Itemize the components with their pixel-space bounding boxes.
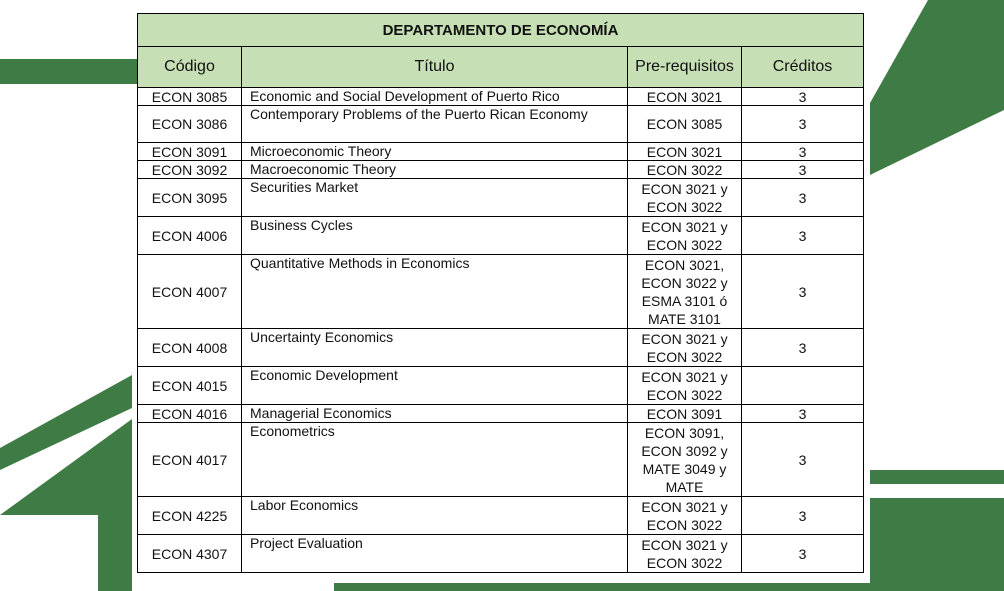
course-title: Microeconomic Theory [242,143,628,161]
course-prereq: ECON 3091, ECON 3092 y MATE 3049 y MATE [628,423,742,497]
course-code: ECON 4015 [138,367,242,405]
course-title: Contemporary Problems of the Puerto Rican Economy [242,106,628,143]
course-title: Business Cycles [242,217,628,255]
course-credits: 3 [742,405,864,423]
course-prereq: ECON 3021 y ECON 3022 [628,217,742,255]
course-title: Macroeconomic Theory [242,161,628,179]
course-title: Quantitative Methods in Economics [242,255,628,329]
department-title: DEPARTAMENTO DE ECONOMÍA [138,14,864,47]
course-title: Project Evaluation [242,535,628,573]
course-credits: 3 [742,423,864,497]
course-code: ECON 3092 [138,161,242,179]
course-code: ECON 4007 [138,255,242,329]
table-row [138,161,864,179]
course-prereq: ECON 3021 [628,88,742,106]
course-credits: 3 [742,497,864,535]
course-code: ECON 3091 [138,143,242,161]
course-credits: 3 [742,161,864,179]
table-row [138,217,864,255]
table-header-row [138,47,864,88]
table-row [138,179,864,217]
course-credits: 3 [742,535,864,573]
course-prereq: ECON 3021 y ECON 3022 [628,497,742,535]
table-row [138,329,864,367]
course-table [137,13,864,573]
course-code: ECON 3085 [138,88,242,106]
course-code: ECON 3086 [138,106,242,143]
course-code: ECON 4225 [138,497,242,535]
course-title: Uncertainty Economics [242,329,628,367]
course-prereq: ECON 3021, ECON 3022 y ESMA 3101 ó MATE 3101 [628,255,742,329]
course-prereq: ECON 3021 y ECON 3022 [628,179,742,217]
header-credits: Créditos [742,47,864,88]
table-row [138,405,864,423]
course-code: ECON 4016 [138,405,242,423]
course-code: ECON 4008 [138,329,242,367]
header-code: Código [138,47,242,88]
header-prereq: Pre-requisitos [628,47,742,88]
course-code: ECON 3095 [138,179,242,217]
course-title: Economic and Social Development of Puerto Rico [242,88,628,106]
course-table-container [137,13,863,573]
table-row [138,88,864,106]
course-prereq: ECON 3022 [628,161,742,179]
course-credits: 3 [742,217,864,255]
course-code: ECON 4006 [138,217,242,255]
course-credits: 3 [742,88,864,106]
table-row [138,535,864,573]
table-row [138,255,864,329]
course-prereq: ECON 3021 y ECON 3022 [628,535,742,573]
table-row [138,423,864,497]
course-prereq: ECON 3085 [628,106,742,143]
course-credits: 3 [742,143,864,161]
course-title: Managerial Economics [242,405,628,423]
course-prereq: ECON 3021 [628,143,742,161]
course-prereq: ECON 3021 y ECON 3022 [628,367,742,405]
course-credits: 3 [742,106,864,143]
table-row [138,143,864,161]
course-title: Economic Development [242,367,628,405]
header-title: Título [242,47,628,88]
course-title: Econometrics [242,423,628,497]
table-row [138,106,864,143]
course-credits: 3 [742,255,864,329]
table-row [138,367,864,405]
course-title: Securities Market [242,179,628,217]
course-code: ECON 4307 [138,535,242,573]
course-code: ECON 4017 [138,423,242,497]
course-credits: 3 [742,179,864,217]
course-prereq: ECON 3091 [628,405,742,423]
table-row [138,497,864,535]
course-credits: 3 [742,329,864,367]
course-credits [742,367,864,405]
course-prereq: ECON 3021 y ECON 3022 [628,329,742,367]
course-title: Labor Economics [242,497,628,535]
